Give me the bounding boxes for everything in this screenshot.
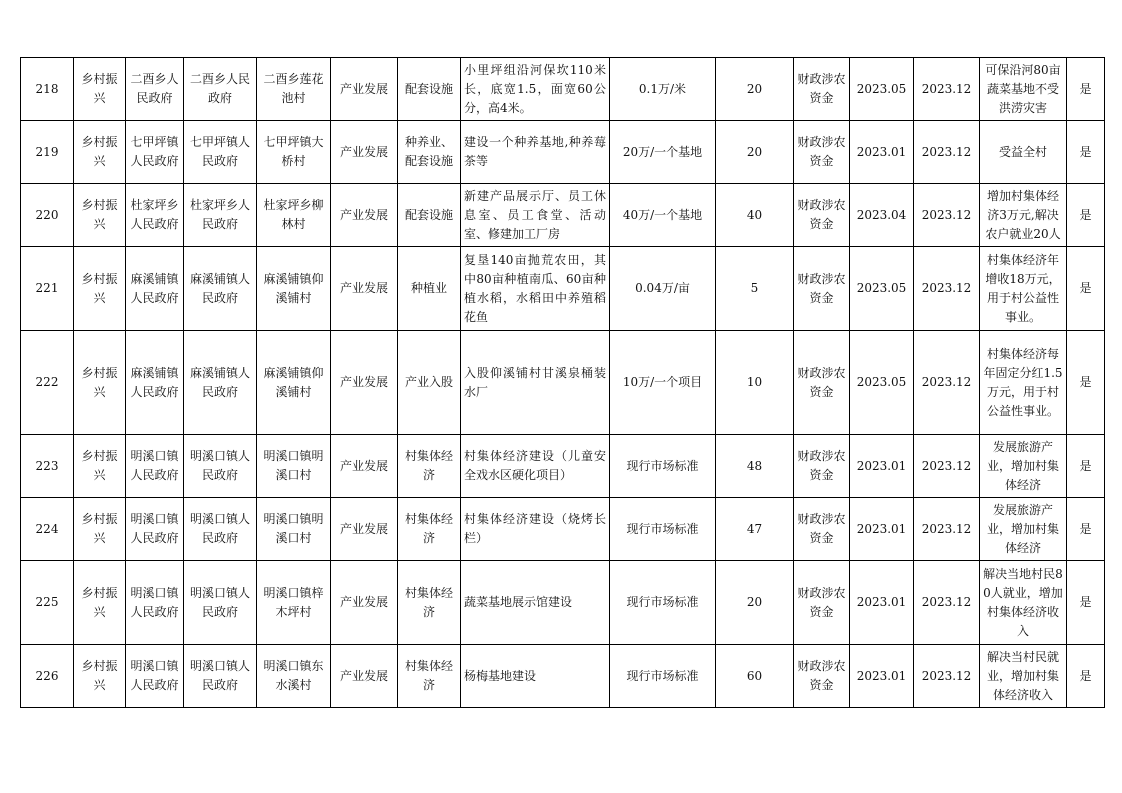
row-number-cell: 220 — [21, 184, 74, 247]
standard-cell: 10万/一个项目 — [610, 331, 716, 435]
start-date-cell: 2023.04 — [850, 184, 914, 247]
table-row — [21, 247, 1105, 331]
project-subtype-cell: 村集体经济 — [398, 498, 461, 561]
category-cell: 乡村振兴 — [74, 435, 126, 498]
table-row — [21, 645, 1105, 708]
fund-source-cell: 财政涉农资金 — [794, 58, 850, 121]
owner-cell: 麻溪铺镇人民政府 — [184, 331, 257, 435]
amount-cell: 40 — [716, 184, 794, 247]
end-date-cell: 2023.12 — [914, 498, 980, 561]
project-content-cell: 建设一个种养基地,种养莓茶等 — [461, 121, 610, 184]
project-subtype-cell: 种养业、配套设施 — [398, 121, 461, 184]
owner-cell: 二酉乡人民政府 — [184, 58, 257, 121]
project-type-cell: 产业发展 — [331, 121, 398, 184]
category-cell: 乡村振兴 — [74, 247, 126, 331]
standard-cell: 0.1万/米 — [610, 58, 716, 121]
table-row — [21, 435, 1105, 498]
standard-cell: 20万/一个基地 — [610, 121, 716, 184]
benefit-cell: 村集体经济每年固定分红1.5万元，用于村公益性事业。 — [980, 331, 1067, 435]
end-date-cell: 2023.12 — [914, 58, 980, 121]
row-number-cell: 221 — [21, 247, 74, 331]
fund-source-cell: 财政涉农资金 — [794, 561, 850, 645]
amount-cell: 20 — [716, 58, 794, 121]
project-type-cell: 产业发展 — [331, 561, 398, 645]
unit-cell: 七甲坪镇人民政府 — [126, 121, 184, 184]
category-cell: 乡村振兴 — [74, 331, 126, 435]
benefit-cell: 发展旅游产业，增加村集体经济 — [980, 435, 1067, 498]
project-subtype-cell: 村集体经济 — [398, 435, 461, 498]
project-content-cell: 入股仰溪铺村甘溪泉桶装水厂 — [461, 331, 610, 435]
owner-cell: 明溪口镇人民政府 — [184, 435, 257, 498]
fund-source-cell: 财政涉农资金 — [794, 331, 850, 435]
row-number-cell: 224 — [21, 498, 74, 561]
start-date-cell: 2023.01 — [850, 435, 914, 498]
location-cell: 明溪口镇明溪口村 — [257, 435, 331, 498]
project-subtype-cell: 配套设施 — [398, 58, 461, 121]
project-content-cell: 复垦140亩抛荒农田，其中80亩种植南瓜、60亩种植水稻，水稻田中养殖稻花鱼 — [461, 247, 610, 331]
benefit-cell: 可保沿河80亩蔬菜基地不受洪涝灾害 — [980, 58, 1067, 121]
end-date-cell: 2023.12 — [914, 435, 980, 498]
row-number-cell: 218 — [21, 58, 74, 121]
end-date-cell: 2023.12 — [914, 247, 980, 331]
project-type-cell: 产业发展 — [331, 184, 398, 247]
project-type-cell: 产业发展 — [331, 435, 398, 498]
project-table — [20, 57, 1105, 708]
fund-source-cell: 财政涉农资金 — [794, 645, 850, 708]
flag-cell: 是 — [1067, 121, 1105, 184]
project-subtype-cell: 村集体经济 — [398, 645, 461, 708]
location-cell: 杜家坪乡柳林村 — [257, 184, 331, 247]
category-cell: 乡村振兴 — [74, 58, 126, 121]
amount-cell: 60 — [716, 645, 794, 708]
location-cell: 七甲坪镇大桥村 — [257, 121, 331, 184]
unit-cell: 明溪口镇人民政府 — [126, 498, 184, 561]
unit-cell: 麻溪铺镇人民政府 — [126, 247, 184, 331]
amount-cell: 47 — [716, 498, 794, 561]
flag-cell: 是 — [1067, 331, 1105, 435]
category-cell: 乡村振兴 — [74, 561, 126, 645]
standard-cell: 现行市场标准 — [610, 645, 716, 708]
category-cell: 乡村振兴 — [74, 121, 126, 184]
benefit-cell: 受益全村 — [980, 121, 1067, 184]
fund-source-cell: 财政涉农资金 — [794, 184, 850, 247]
amount-cell: 20 — [716, 561, 794, 645]
row-number-cell: 222 — [21, 331, 74, 435]
flag-cell: 是 — [1067, 184, 1105, 247]
project-content-cell: 蔬菜基地展示馆建设 — [461, 561, 610, 645]
unit-cell: 明溪口镇人民政府 — [126, 645, 184, 708]
project-content-cell: 村集体经济建设（儿童安全戏水区硬化项目） — [461, 435, 610, 498]
table-body — [21, 58, 1105, 708]
category-cell: 乡村振兴 — [74, 184, 126, 247]
amount-cell: 10 — [716, 331, 794, 435]
project-subtype-cell: 种植业 — [398, 247, 461, 331]
start-date-cell: 2023.01 — [850, 561, 914, 645]
flag-cell: 是 — [1067, 498, 1105, 561]
project-content-cell: 新建产品展示厅、员工休息室、员工食堂、活动室、修建加工厂房 — [461, 184, 610, 247]
owner-cell: 麻溪铺镇人民政府 — [184, 247, 257, 331]
flag-cell: 是 — [1067, 247, 1105, 331]
end-date-cell: 2023.12 — [914, 121, 980, 184]
standard-cell: 0.04万/亩 — [610, 247, 716, 331]
flag-cell: 是 — [1067, 561, 1105, 645]
table-row — [21, 121, 1105, 184]
standard-cell: 现行市场标准 — [610, 435, 716, 498]
unit-cell: 杜家坪乡人民政府 — [126, 184, 184, 247]
amount-cell: 48 — [716, 435, 794, 498]
project-content-cell: 小里坪组沿河保坎110米长，底宽1.5，面宽60公分，高4米。 — [461, 58, 610, 121]
end-date-cell: 2023.12 — [914, 645, 980, 708]
table-row — [21, 184, 1105, 247]
project-content-cell: 村集体经济建设（烧烤长栏） — [461, 498, 610, 561]
location-cell: 明溪口镇明溪口村 — [257, 498, 331, 561]
end-date-cell: 2023.12 — [914, 184, 980, 247]
standard-cell: 现行市场标准 — [610, 498, 716, 561]
row-number-cell: 225 — [21, 561, 74, 645]
location-cell: 麻溪铺镇仰溪铺村 — [257, 247, 331, 331]
row-number-cell: 223 — [21, 435, 74, 498]
owner-cell: 明溪口镇人民政府 — [184, 498, 257, 561]
project-type-cell: 产业发展 — [331, 58, 398, 121]
owner-cell: 明溪口镇人民政府 — [184, 561, 257, 645]
project-type-cell: 产业发展 — [331, 498, 398, 561]
standard-cell: 40万/一个基地 — [610, 184, 716, 247]
owner-cell: 明溪口镇人民政府 — [184, 645, 257, 708]
location-cell: 二酉乡莲花池村 — [257, 58, 331, 121]
benefit-cell: 解决当地村民80人就业，增加村集体经济收入 — [980, 561, 1067, 645]
benefit-cell: 解决当村民就业，增加村集体经济收入 — [980, 645, 1067, 708]
fund-source-cell: 财政涉农资金 — [794, 498, 850, 561]
project-content-cell: 杨梅基地建设 — [461, 645, 610, 708]
category-cell: 乡村振兴 — [74, 645, 126, 708]
project-type-cell: 产业发展 — [331, 331, 398, 435]
owner-cell: 杜家坪乡人民政府 — [184, 184, 257, 247]
location-cell: 明溪口镇梓木坪村 — [257, 561, 331, 645]
unit-cell: 明溪口镇人民政府 — [126, 435, 184, 498]
fund-source-cell: 财政涉农资金 — [794, 247, 850, 331]
start-date-cell: 2023.01 — [850, 498, 914, 561]
table-row — [21, 561, 1105, 645]
amount-cell: 5 — [716, 247, 794, 331]
project-subtype-cell: 村集体经济 — [398, 561, 461, 645]
table-row — [21, 331, 1105, 435]
start-date-cell: 2023.01 — [850, 121, 914, 184]
project-subtype-cell: 配套设施 — [398, 184, 461, 247]
table-row — [21, 498, 1105, 561]
project-subtype-cell: 产业入股 — [398, 331, 461, 435]
project-type-cell: 产业发展 — [331, 645, 398, 708]
flag-cell: 是 — [1067, 435, 1105, 498]
unit-cell: 麻溪铺镇人民政府 — [126, 331, 184, 435]
row-number-cell: 226 — [21, 645, 74, 708]
end-date-cell: 2023.12 — [914, 561, 980, 645]
benefit-cell: 增加村集体经济3万元,解决农户就业20人 — [980, 184, 1067, 247]
flag-cell: 是 — [1067, 58, 1105, 121]
start-date-cell: 2023.01 — [850, 645, 914, 708]
project-type-cell: 产业发展 — [331, 247, 398, 331]
table-row — [21, 58, 1105, 121]
unit-cell: 明溪口镇人民政府 — [126, 561, 184, 645]
benefit-cell: 村集体经济年增收18万元，用于村公益性事业。 — [980, 247, 1067, 331]
flag-cell: 是 — [1067, 645, 1105, 708]
standard-cell: 现行市场标准 — [610, 561, 716, 645]
location-cell: 麻溪铺镇仰溪铺村 — [257, 331, 331, 435]
start-date-cell: 2023.05 — [850, 58, 914, 121]
benefit-cell: 发展旅游产业，增加村集体经济 — [980, 498, 1067, 561]
end-date-cell: 2023.12 — [914, 331, 980, 435]
owner-cell: 七甲坪镇人民政府 — [184, 121, 257, 184]
start-date-cell: 2023.05 — [850, 331, 914, 435]
fund-source-cell: 财政涉农资金 — [794, 121, 850, 184]
unit-cell: 二酉乡人民政府 — [126, 58, 184, 121]
location-cell: 明溪口镇东水溪村 — [257, 645, 331, 708]
start-date-cell: 2023.05 — [850, 247, 914, 331]
category-cell: 乡村振兴 — [74, 498, 126, 561]
fund-source-cell: 财政涉农资金 — [794, 435, 850, 498]
amount-cell: 20 — [716, 121, 794, 184]
row-number-cell: 219 — [21, 121, 74, 184]
